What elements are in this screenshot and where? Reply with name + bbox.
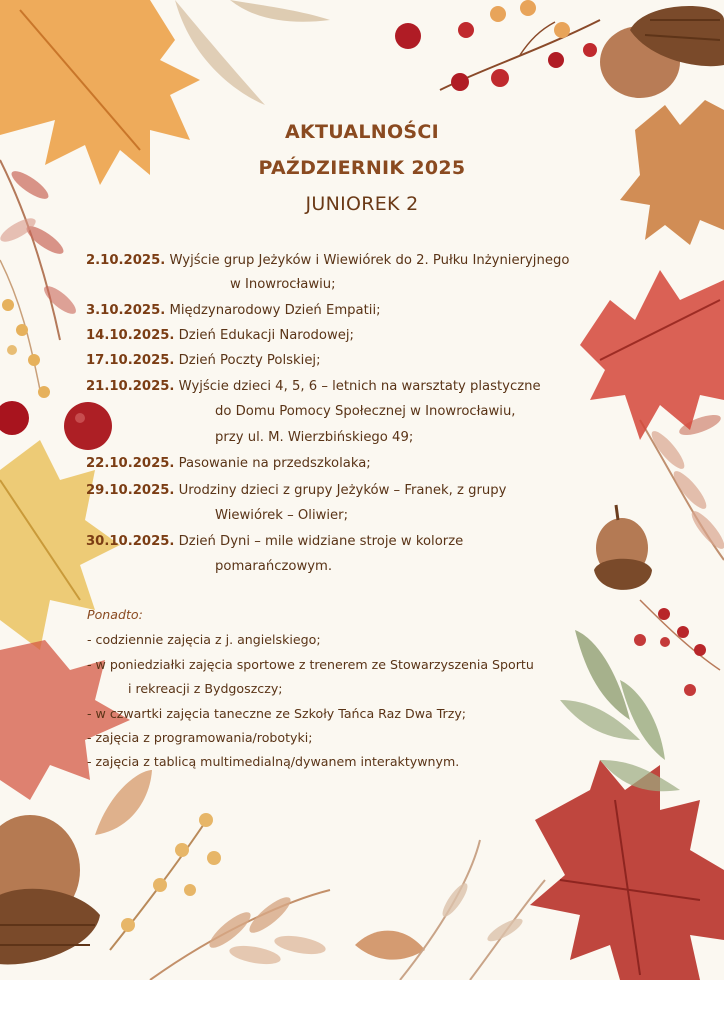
additional-item: - codziennie zajęcia z j. angielskiego; <box>87 632 321 647</box>
event-date: 30.10.2025. <box>86 534 175 549</box>
berry-branch-icon <box>110 813 221 950</box>
additional-item: - w czwartki zajęcia taneczne ze Szkoły Tańca Raz Dwa Trzy; <box>87 706 467 721</box>
month-title: PAŹDZIERNIK 2025 <box>258 157 466 179</box>
berry-branch-icon <box>0 260 50 398</box>
event-text: Wyjście grup Jeżyków i Wiewiórek do 2. Pułku Inżynieryjnego <box>169 253 570 268</box>
additional-heading: Ponadto: <box>87 607 143 622</box>
additional-item-continuation: i rekreacji z Bydgoszczy; <box>128 681 283 696</box>
berry-branch-icon <box>0 401 112 450</box>
willow-leaf-icon <box>355 931 425 960</box>
berry-branch-icon <box>634 600 720 696</box>
event-date: 17.10.2025. <box>86 353 175 368</box>
event-item <box>86 349 321 373</box>
event-text: Urodziny dzieci z grupy Jeżyków – Franek, z grupy <box>178 483 507 498</box>
additional-item: - zajęcia z programowania/robotyki; <box>87 730 313 745</box>
event-item <box>86 479 506 503</box>
event-item <box>86 249 569 273</box>
event-date: 21.10.2025. <box>86 379 175 394</box>
oak-leaf-icon <box>560 630 680 791</box>
additional-item: - zajęcia z tablicą multimedialną/dywanem interaktywnym. <box>87 754 460 769</box>
event-continuation: Wiewiórek – Oliwier; <box>215 508 349 523</box>
berry-branch-icon <box>395 0 600 91</box>
event-continuation: przy ul. M. Wierzbińskiego 49; <box>215 430 414 445</box>
event-text: Dzień Poczty Polskiej; <box>178 353 321 368</box>
maple-leaf-icon <box>530 760 724 980</box>
event-text: Dzień Dyni – mile widziane stroje w kolorze <box>178 534 464 549</box>
additional-item: - w poniedziałki zajęcia sportowe z trenerem ze Stowarzyszenia Sportu <box>87 657 534 672</box>
willow-leaf-icon <box>95 770 152 835</box>
event-continuation: pomarańczowym. <box>215 559 333 574</box>
event-date: 22.10.2025. <box>86 456 175 471</box>
page-title: AKTUALNOŚCI <box>284 121 440 143</box>
fern-leaf-icon <box>640 411 724 560</box>
willow-leaf-icon <box>175 0 330 105</box>
event-date: 2.10.2025. <box>86 253 166 268</box>
event-text: Wyjście dzieci 4, 5, 6 – letnich na warsztaty plastyczne <box>178 379 541 394</box>
event-date: 3.10.2025. <box>86 303 166 318</box>
event-text: Pasowanie na przedszkolaka; <box>178 456 371 471</box>
page-margin <box>0 980 724 1024</box>
event-item <box>86 324 354 348</box>
event-continuation: w Inowrocławiu; <box>230 277 336 292</box>
event-date: 29.10.2025. <box>86 483 175 498</box>
event-text: Międzynarodowy Dzień Empatii; <box>169 303 381 318</box>
acorn-icon <box>594 505 652 590</box>
acorn-icon <box>600 6 724 98</box>
event-item <box>86 530 463 554</box>
event-continuation: do Domu Pomocy Społecznej w Inowrocławiu, <box>215 404 516 419</box>
maple-leaf-icon <box>580 270 724 440</box>
event-text: Dzień Edukacji Narodowej; <box>178 328 354 343</box>
acorn-icon <box>0 815 100 964</box>
event-item <box>86 375 541 399</box>
fern-leaf-icon <box>400 840 545 980</box>
event-item <box>86 452 371 476</box>
event-item <box>86 299 381 323</box>
event-date: 14.10.2025. <box>86 328 175 343</box>
fern-leaf-icon <box>0 160 80 340</box>
fern-leaf-icon <box>150 890 330 980</box>
group-title: JUNIOREK 2 <box>305 193 419 215</box>
